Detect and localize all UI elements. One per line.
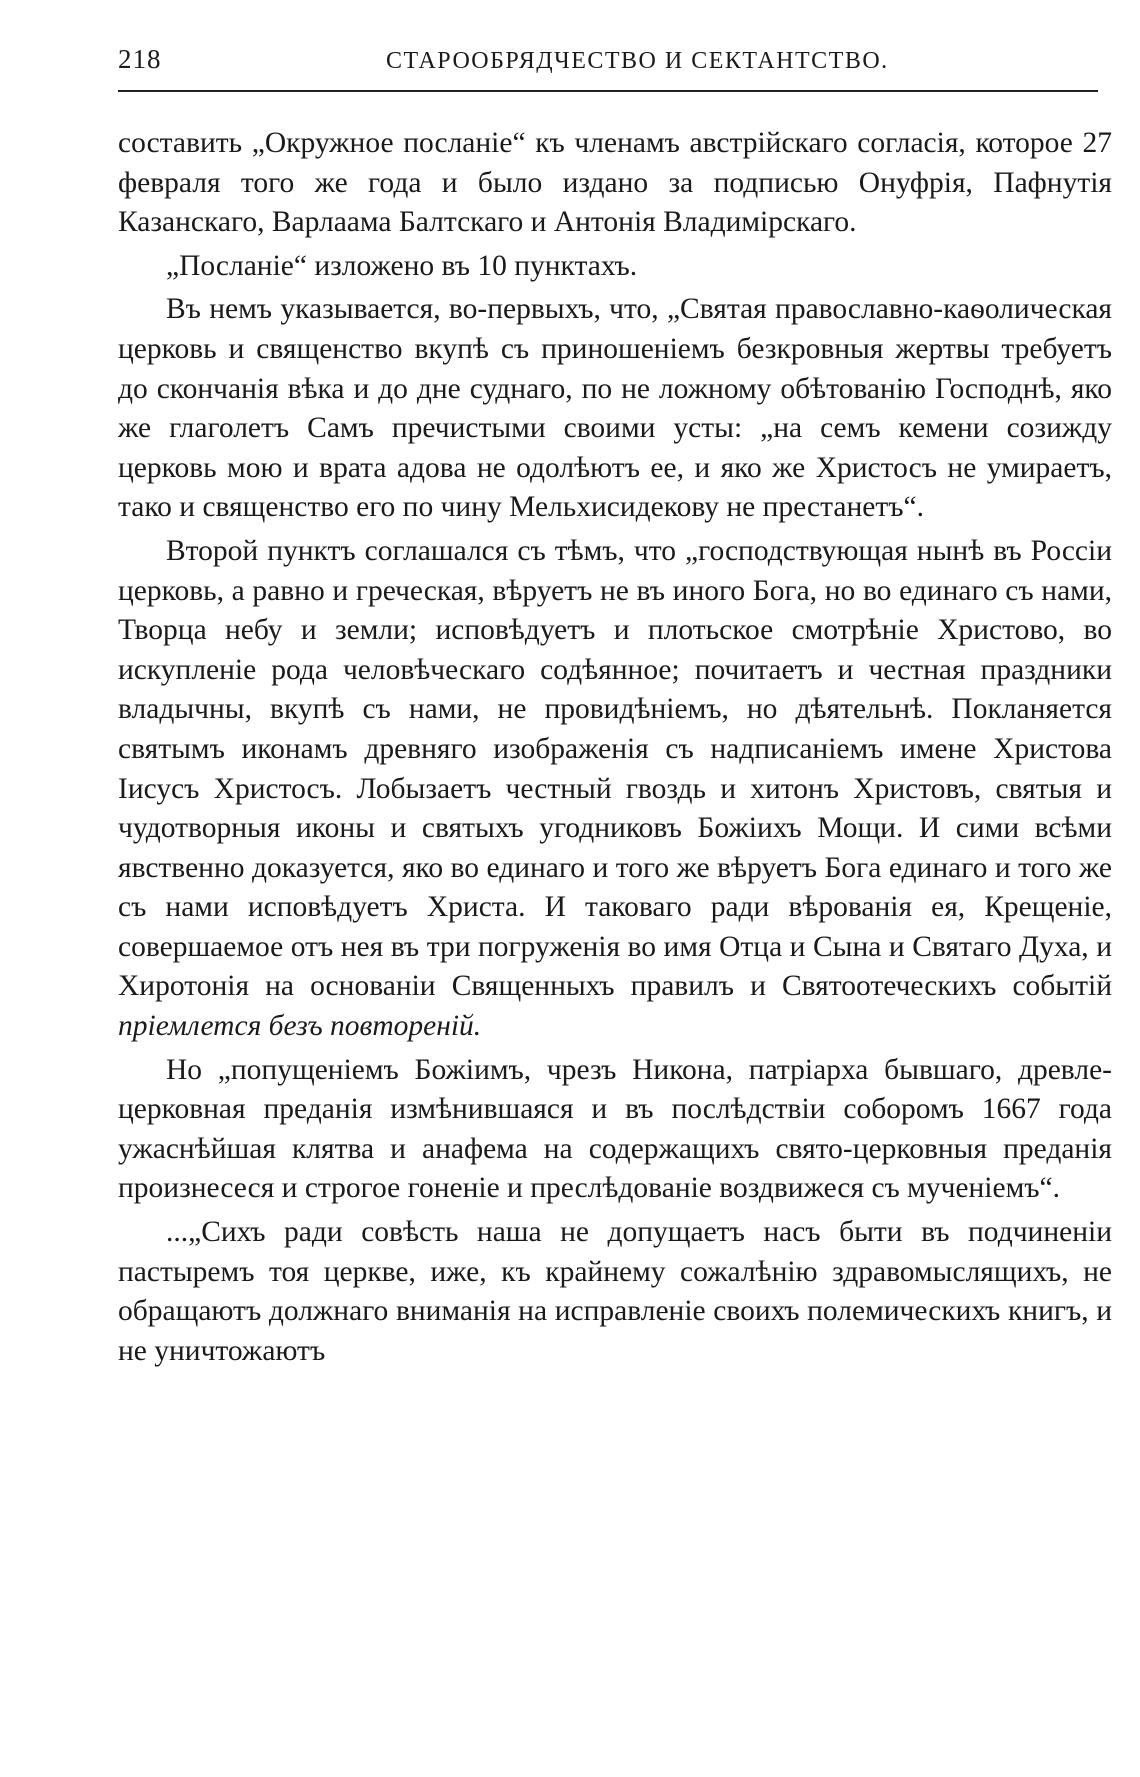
paragraph: Но „попущеніемъ Божіимъ, чрезъ Никона, патріарха бывшаго, древле-церковная преданія измѣнившаяся и въ послѣдствіи соборомъ 1667 года ужаснѣйшая клятва и анафема на содержащихъ свято-церковныя преданія произнесеся и строгое гоненіе и преслѣдованіе воздвижеся съ мученіемъ“. xyxy=(118,1053,1112,1205)
page-number: 218 xyxy=(118,44,162,74)
page-header xyxy=(118,44,1108,88)
paragraph: ...„Сихъ ради совѣсть наша не допущаетъ насъ быти въ подчиненіи пастыремъ тоя церкве, иже, къ крайнему сожалѣнію здравомыслящихъ, не обращаютъ должнаго вниманія на исправленіе своихъ полемическихъ книгъ, и не уничтожаютъ xyxy=(118,1216,1112,1367)
body-text xyxy=(118,124,1112,1375)
header-divider xyxy=(118,90,1098,92)
running-title: СТАРООБРЯДЧЕСТВО И СЕКТАНТСТВО. xyxy=(386,48,889,74)
paragraph: составить „Окружное посланіе“ къ членамъ австрійскаго согласія, которое 27 февраля того же года и было издано за подписью Онуфрія, Пафнутія Казанскаго, Варлаама Балтскаго и Антонія Владимірскаго. xyxy=(118,127,1112,239)
paragraph: „Посланіе“ изложено въ 10 пунктахъ. xyxy=(166,249,638,282)
paragraph: Въ немъ указывается, во-первыхъ, что, „Святая православно-каѳолическая церковь и священство вкупѣ съ приношеніемъ безкровныя жертвы требуетъ до скончанія вѣка и до дне суднаго, по не ложному обѣтованію Господнѣ, яко же глаголетъ Самъ пречистыми своими усты: „на семъ кемени созижду церковь мою и врата адова не одолѣютъ ее, и яко же Христосъ не умираетъ, тако и священство его по чину Мельхисидекову не престанетъ“. xyxy=(118,293,1112,524)
paragraph-with-emphasis xyxy=(118,532,1112,1047)
paragraph-text: Второй пунктъ соглашался съ тѣмъ, что „господствующая нынѣ въ Россіи церковь, а равно и греческая, вѣруетъ не въ иного Бога, но во единаго съ нами, Творца небу и земли; исповѣдуетъ и плотьское смотрѣніе Христово, во искупленіе рода человѣческаго содѣянное; почитаетъ и честная праздники владычны, вкупѣ съ нами, не провидѣніемъ, но дѣятельнѣ. Покланяется святымъ иконамъ древняго изображенія съ надписаніемъ имене Христова Іисусъ Христосъ. Лобызаетъ честный гвоздь и хитонъ Христовъ, святыя и чудотворныя иконы и святыхъ угодниковъ Божіихъ Мощи. И сими всѣми явственно доказуется, яко во единаго и того же вѣруетъ Бога единаго и того же съ нами исповѣдуетъ Христа. И таковаго ради вѣрованія ея, Крещеніе, совершаемое отъ нея въ три погруженія во имя Отца и Сына и Святаго Духа, и Хиротонія на основаніи Священныхъ правилъ и Святоотеческихъ событій xyxy=(118,534,1112,1003)
italic-phrase: пріемлется безъ повтореній. xyxy=(118,1010,482,1043)
